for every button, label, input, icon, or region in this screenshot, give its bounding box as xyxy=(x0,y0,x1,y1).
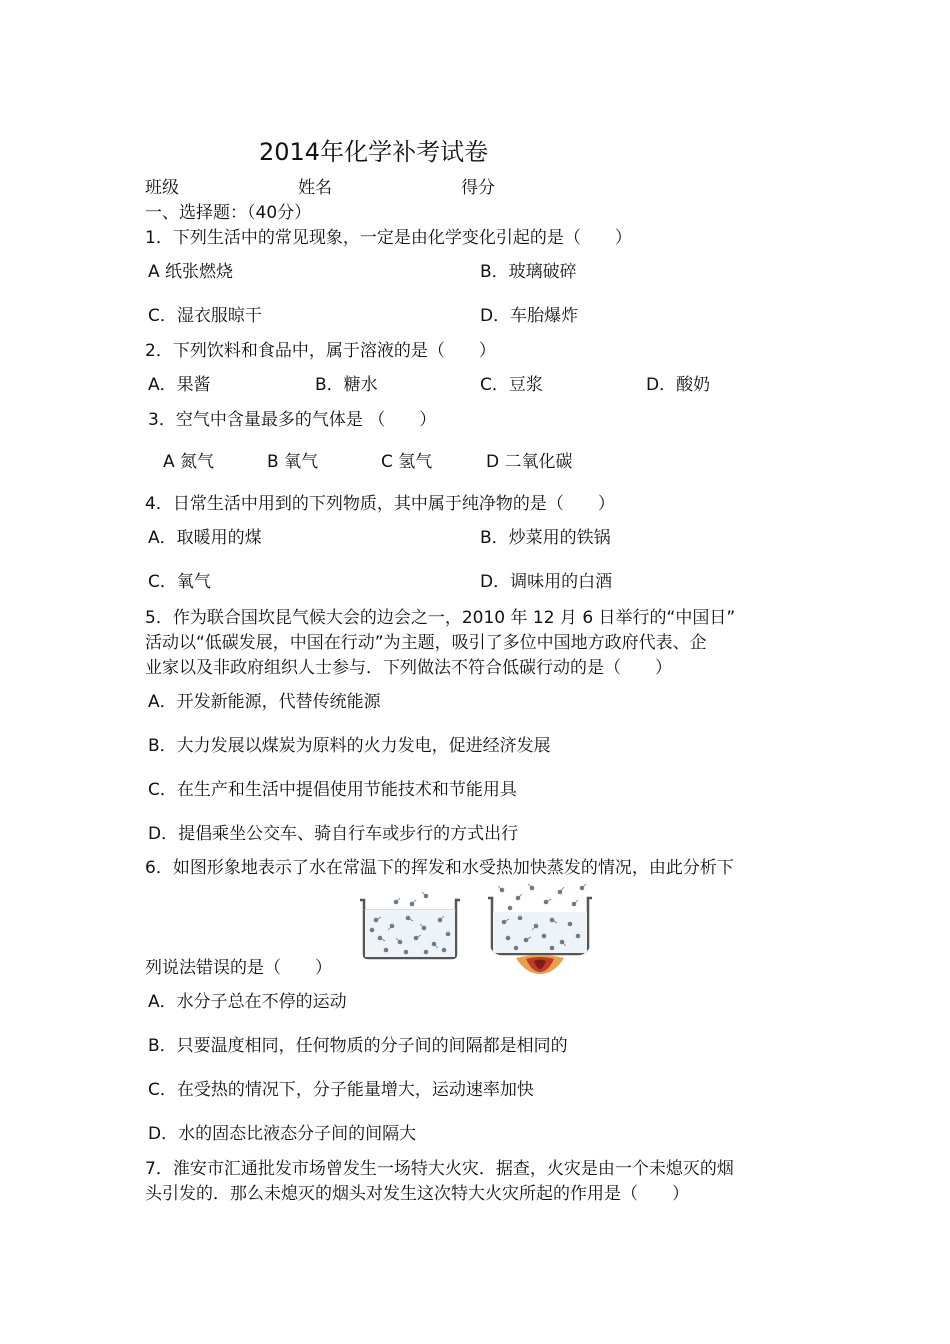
flame-icon xyxy=(516,955,564,974)
q1-option-c: C．湿衣服晾干 xyxy=(148,306,262,326)
q4-option-c: C．氧气 xyxy=(148,572,211,592)
q1-option-b: B．玻璃破碎 xyxy=(480,262,577,282)
q5-stem-line3: 业家以及非政府组织人士参与．下列做法不符合低碳行动的是（ ） xyxy=(145,658,672,678)
name-label: 姓名 xyxy=(298,178,332,198)
q1-option-a: A 纸张燃烧 xyxy=(148,262,234,282)
q3-option-c: C 氢气 xyxy=(381,452,433,472)
q4-option-d: D．调味用的白酒 xyxy=(480,572,613,592)
q7-stem-line1: 7．淮安市汇通批发市场曾发生一场特大火灾．据查，火灾是由一个未熄灭的烟 xyxy=(145,1159,734,1179)
q2-option-d: D．酸奶 xyxy=(646,375,711,395)
q3-option-d: D 二氧化碳 xyxy=(486,452,573,472)
q5-option-b: B．大力发展以煤炭为原料的火力发电，促进经济发展 xyxy=(148,736,551,756)
exam-title: 2014年化学补考试卷 xyxy=(259,138,489,166)
q6-stem-line2: 列说法错误的是（ ） xyxy=(145,958,332,978)
water-evaporation-figure xyxy=(356,882,596,974)
q5-option-a: A．开发新能源，代替传统能源 xyxy=(148,692,381,712)
score-label: 得分 xyxy=(461,178,495,198)
q6-stem-line1: 6．如图形象地表示了水在常温下的挥发和水受热加快蒸发的情况，由此分析下 xyxy=(145,858,734,878)
q4-option-b: B．炒菜用的铁锅 xyxy=(480,528,611,548)
q7-stem-line2: 头引发的．那么未熄灭的烟头对发生这次特大火灾所起的作用是（ ） xyxy=(145,1184,689,1204)
q2-option-b: B．糖水 xyxy=(315,375,378,395)
class-label: 班级 xyxy=(145,178,179,198)
q6-option-a: A．水分子总在不停的运动 xyxy=(148,992,347,1012)
section-heading: 一、选择题：（40分） xyxy=(145,203,312,223)
q1-stem: 1．下列生活中的常见现象，一定是由化学变化引起的是（ ） xyxy=(145,228,632,248)
q5-option-d: D．提倡乘坐公交车、骑自行车或步行的方式出行 xyxy=(148,824,519,844)
q6-option-b: B．只要温度相同，任何物质的分子间的间隔都是相同的 xyxy=(148,1036,568,1056)
q3-option-a: A 氮气 xyxy=(163,452,215,472)
q2-option-c: C．豆浆 xyxy=(480,375,543,395)
heated-beaker xyxy=(488,884,592,974)
q2-option-a: A．果酱 xyxy=(148,375,211,395)
q3-option-b: B 氧气 xyxy=(267,452,319,472)
q5-stem-line1: 5．作为联合国坎昆气候大会的边会之一，2010 年 12 月 6 日举行的“中国日” xyxy=(145,608,736,628)
q6-option-c: C．在受热的情况下，分子能量增大，运动速率加快 xyxy=(148,1080,534,1100)
q6-option-d: D．水的固态比液态分子间的间隔大 xyxy=(148,1124,417,1144)
q3-stem: 3．空气中含量最多的气体是 （ ） xyxy=(148,410,437,430)
q1-option-d: D．车胎爆炸 xyxy=(480,306,579,326)
q2-stem: 2．下列饮料和食品中，属于溶液的是（ ） xyxy=(145,341,496,361)
q5-stem-line2: 活动以“低碳发展，中国在行动”为主题，吸引了多位中国地方政府代表、企 xyxy=(145,633,707,653)
q4-option-a: A．取暖用的煤 xyxy=(148,528,262,548)
room-temperature-beaker xyxy=(360,892,460,958)
q4-stem: 4．日常生活中用到的下列物质，其中属于纯净物的是（ ） xyxy=(145,494,615,514)
q5-option-c: C．在生产和生活中提倡使用节能技术和节能用具 xyxy=(148,780,517,800)
